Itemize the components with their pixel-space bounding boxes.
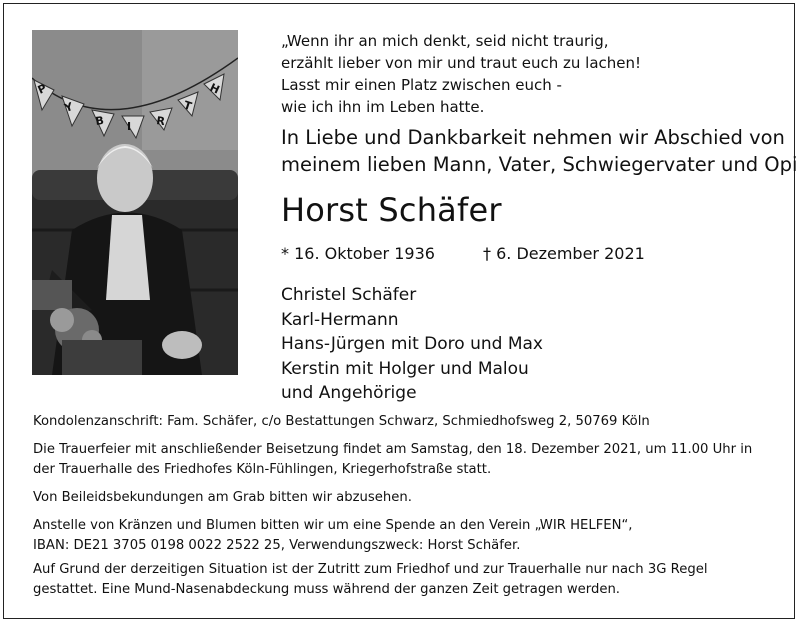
banner-letter: R	[155, 114, 166, 129]
banner-letter: B	[94, 113, 105, 128]
family-member: Christel Schäfer	[281, 285, 417, 305]
covid-line: gestattet. Eine Mund-Nasenabdeckung muss während der ganzen Zeit getragen werden.	[33, 582, 620, 597]
donation-line: IBAN: DE21 3705 0198 0022 2522 25, Verwendungszweck: Horst Schäfer.	[33, 538, 521, 553]
family-member: und Angehörige	[281, 383, 417, 403]
portrait-photo	[32, 30, 238, 375]
service-line: der Trauerhalle des Friedhofes Köln-Fühlingen, Kriegerhofstraße statt.	[33, 462, 492, 477]
banner-letter: H	[207, 80, 222, 97]
covid-notice	[33, 560, 778, 600]
quote-line: erzählt lieber von mir und traut euch zu lachen!	[281, 54, 642, 72]
intro-line: meinem lieben Mann, Vater, Schwiegervater und Opi	[281, 153, 798, 176]
quote-line: wie ich ihn im Leben hatte.	[281, 98, 485, 116]
family-list	[281, 283, 543, 406]
service-line: Die Trauerfeier mit anschließender Beisetzung findet am Samstag, den 18. Dezember 2021, um 11.00 Uhr in	[33, 442, 753, 457]
quote-line: Lasst mir einen Platz zwischen euch -	[281, 76, 562, 94]
intro-line: In Liebe und Dankbarkeit nehmen wir Abschied von	[281, 126, 785, 149]
service-information	[33, 412, 778, 600]
family-member: Karl-Hermann	[281, 309, 399, 330]
family-member: Hans-Jürgen mit Doro und Max	[281, 334, 543, 354]
banner-letter: Y	[62, 100, 75, 115]
deceased-name: Horst Schäfer	[281, 191, 502, 229]
life-dates	[281, 242, 645, 266]
banner-letter: I	[127, 120, 132, 133]
donation-line: Anstelle von Kränzen und Blumen bitten wir um eine Spende an den Verein „WIR HELFEN“,	[33, 518, 633, 533]
no-condolences-note: Von Beileidsbekundungen am Grab bitten wir abzusehen.	[33, 490, 412, 505]
condolence-address: Kondolenzanschrift: Fam. Schäfer, c/o Bestattungen Schwarz, Schmiedhofsweg 2, 50769 Köln	[33, 414, 650, 429]
banner-letter: P	[35, 81, 49, 97]
quote-line: „Wenn ihr an mich denkt, seid nicht traurig,	[281, 32, 609, 50]
family-member: Kerstin mit Holger und Malou	[281, 358, 529, 379]
birth-date: * 16. Oktober 1936	[281, 244, 435, 263]
donation-text	[33, 516, 778, 556]
memorial-quote	[281, 30, 761, 118]
funeral-service-text	[33, 440, 778, 480]
banner-letter: T	[182, 98, 194, 114]
covid-line: Auf Grund der derzeitigen Situation ist der Zutritt zum Friedhof und zur Trauerhalle nur nach 3G Regel	[33, 562, 708, 577]
death-date: † 6. Dezember 2021	[483, 244, 645, 263]
farewell-intro	[281, 124, 798, 178]
